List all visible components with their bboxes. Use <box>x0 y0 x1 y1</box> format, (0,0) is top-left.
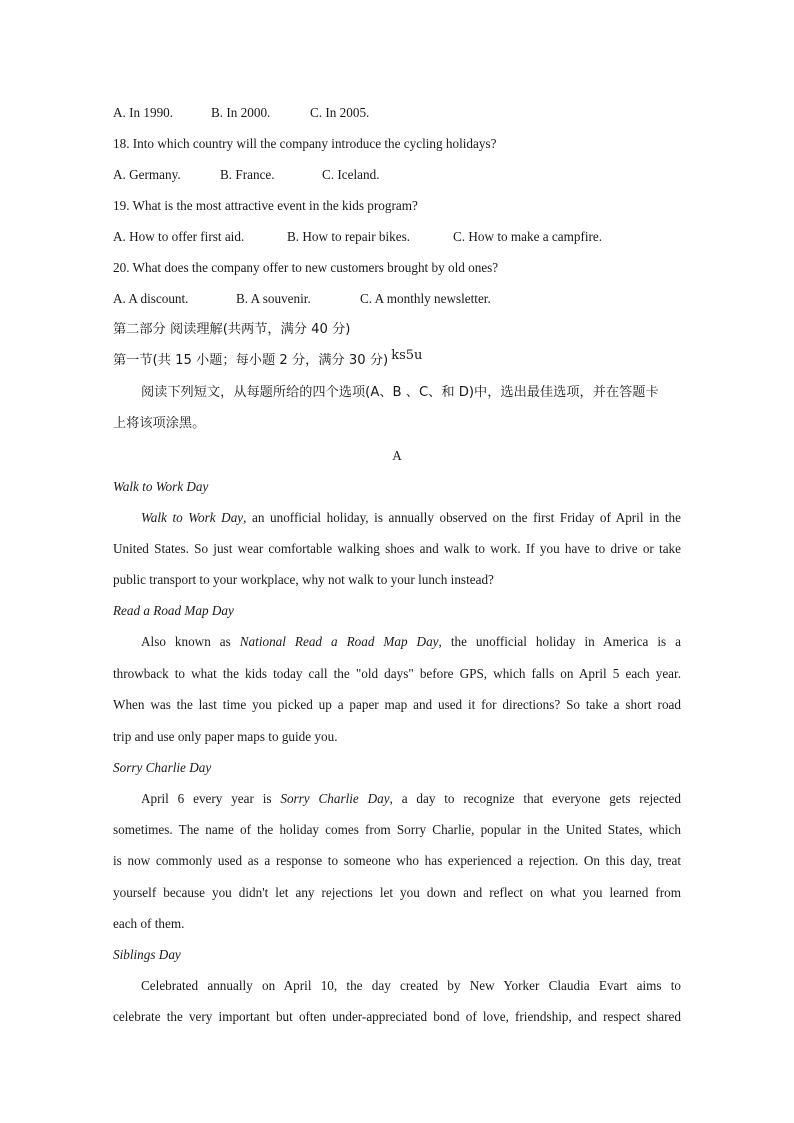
map-heading: Read a Road Map Day <box>113 603 234 618</box>
part2-title: 第二部分 阅读理解(共两节，满分 40 分) <box>113 322 351 337</box>
walk-line-3: public transport to your workplace, why not walk to your lunch instead? <box>113 572 494 587</box>
q17-option-a: A. In 1990. <box>113 105 174 120</box>
section1-title <box>113 348 681 369</box>
map-line-4: trip and use only paper maps to guide you. <box>113 729 338 744</box>
siblings-line-2: celebrate the very important but often under-appreciated bond of love, friendship, and respect shared <box>113 1009 681 1024</box>
q18-question: 18. Into which country will the company introduce the cycling holidays? <box>113 136 497 151</box>
charlie-heading: Sorry Charlie Day <box>113 760 212 775</box>
q17-option-b: B. In 2000. <box>211 105 271 120</box>
charlie-line-1-post: , a day to recognize that everyone gets rejected <box>389 791 681 806</box>
walk-line-2: United States. So just wear comfortable walking shoes and walk to work. If you have to drive or take <box>113 541 681 556</box>
charlie-line-5: each of them. <box>113 916 185 931</box>
charlie-line-4: yourself because you didn't let any rejections let you down and reflect on what you learned from <box>113 885 681 900</box>
charlie-name: Sorry Charlie Day <box>280 791 390 806</box>
map-line-3: When was the last time you picked up a paper map and used it for directions? So take a short road <box>113 697 681 712</box>
passage-label: A <box>392 448 402 463</box>
q18-option-c: C. Iceland. <box>322 167 380 182</box>
walk-line-1-text: , an unofficial holiday, is annually observed on the first Friday of April in the <box>243 510 682 525</box>
charlie-line-1-pre: April 6 every year is <box>141 791 272 806</box>
map-line-1-pre: Also known as <box>141 634 231 649</box>
charlie-line-3: is now commonly used as a response to someone who has experienced a rejection. On this day, treat <box>113 853 681 868</box>
q19-option-b: B. How to repair bikes. <box>287 229 411 244</box>
charlie-line-1 <box>113 791 681 807</box>
map-line-1-post: , the unofficial holiday in America is a <box>438 634 681 649</box>
map-line-2: throwback to what the kids today call the "old days" before GPS, which falls on April 5 each year. <box>113 666 681 681</box>
q20-question: 20. What does the company offer to new customers brought by old ones? <box>113 260 499 275</box>
q20-option-c: C. A monthly newsletter. <box>360 291 491 306</box>
section1-title-text: 第一节(共 15 小题；每小题 2 分，满分 30 分) <box>113 353 389 368</box>
map-name: National Read a Road Map Day <box>239 634 439 649</box>
map-line-1 <box>113 634 681 650</box>
walk-heading: Walk to Work Day <box>113 479 209 494</box>
q20-option-b: B. A souvenir. <box>236 291 311 306</box>
charlie-line-2: sometimes. The name of the holiday comes from Sorry Charlie, popular in the United States, which <box>113 822 681 837</box>
walk-line-1 <box>113 510 681 526</box>
instructions-line-1: 阅读下列短文，从每题所给的四个选项(A、B 、C、和 D)中，选出最佳选项，并在答题卡 <box>141 385 659 400</box>
walk-name: Walk to Work Day <box>141 510 244 525</box>
q18-option-b: B. France. <box>220 167 275 182</box>
q19-question: 19. What is the most attractive event in the kids program? <box>113 198 418 213</box>
siblings-line-1: Celebrated annually on April 10, the day created by New Yorker Claudia Evart aims to <box>141 978 681 993</box>
ks5u-watermark: ks5u <box>391 348 423 363</box>
q19-option-c: C. How to make a campfire. <box>453 229 603 244</box>
q20-option-a: A. A discount. <box>113 291 189 306</box>
q18-option-a: A. Germany. <box>113 167 181 182</box>
instructions-line-2: 上将该项涂黑。 <box>113 416 206 431</box>
siblings-heading: Siblings Day <box>113 947 181 962</box>
q17-option-c: C. In 2005. <box>310 105 370 120</box>
q19-option-a: A. How to offer first aid. <box>113 229 245 244</box>
